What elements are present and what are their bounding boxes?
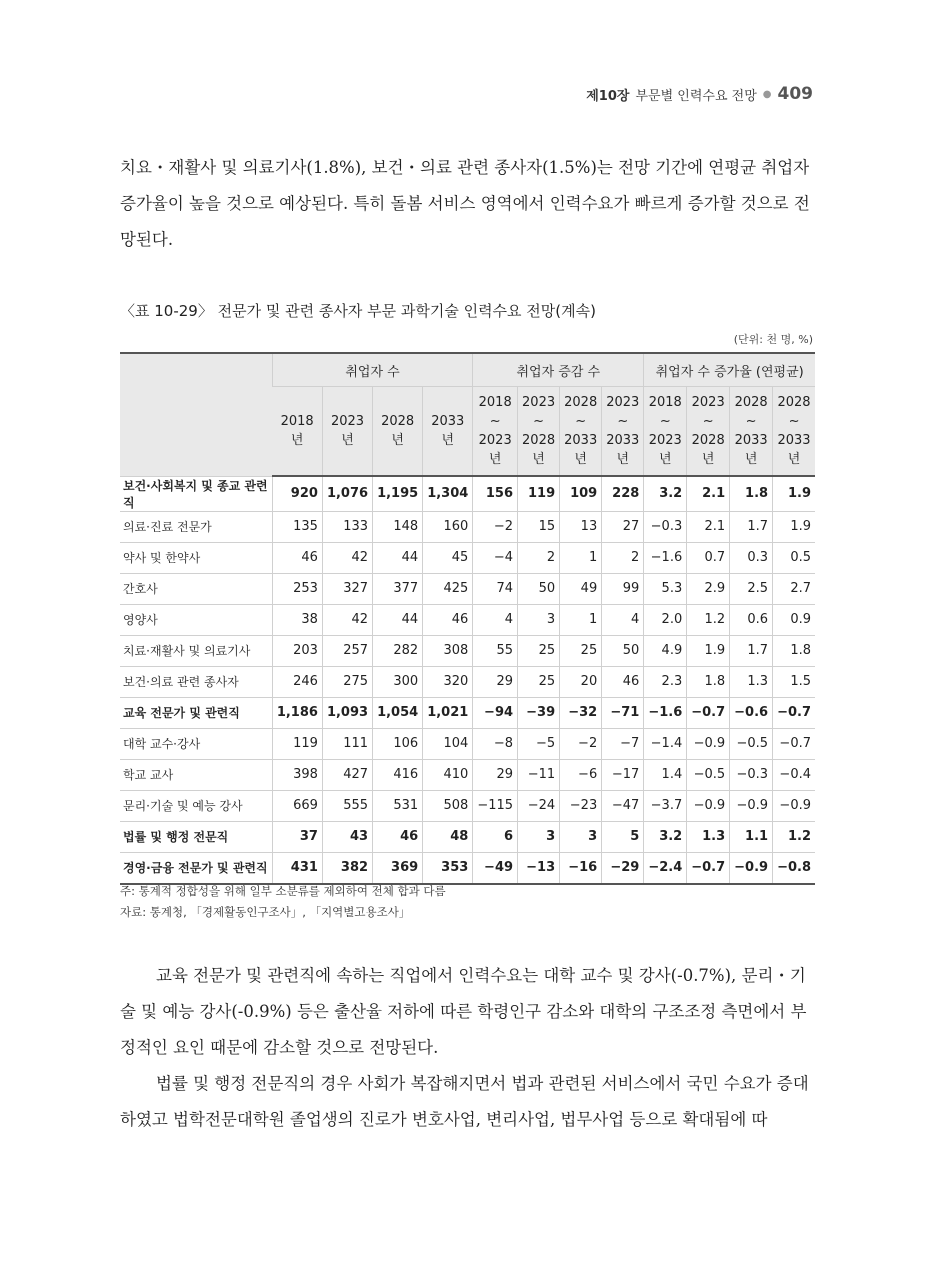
corner-header: [120, 353, 272, 476]
table-cell: 99: [602, 573, 644, 604]
table-cell: −0.5: [730, 728, 773, 759]
table-cell: 38: [272, 604, 322, 635]
column-header-line: 2033: [777, 433, 811, 448]
table-cell: 2.3: [644, 666, 687, 697]
table-row: [120, 728, 815, 759]
table-cell: −2: [560, 728, 602, 759]
column-header-line: 년: [532, 452, 545, 467]
table-cell: 42: [322, 604, 372, 635]
table-cell: −6: [560, 759, 602, 790]
column-header: [560, 387, 602, 477]
row-label: 약사 및 한약사: [120, 542, 272, 573]
workforce-table: [120, 352, 815, 885]
column-header-line: 2023: [691, 395, 725, 410]
table-cell: 15: [518, 511, 560, 542]
table-cell: 531: [373, 790, 423, 821]
table-cell: 156: [473, 476, 518, 511]
table-cell: 353: [423, 852, 473, 884]
row-label: 보건·의료 관련 종사자: [120, 666, 272, 697]
table-cell: −0.9: [730, 790, 773, 821]
table-cell: 0.5: [773, 542, 815, 573]
paragraph-text: 법률 및 행정 전문직의 경우 사회가 복잡해지면서 법과 관련된 서비스에서 국민 수요가 증대하였고 법학전문대학원 졸업생의 진로가 변호사업, 변리사업, 법무사업 등으로 확대됨에 따: [120, 1074, 809, 1129]
table-cell: 48: [423, 821, 473, 852]
column-header-line: 2033: [606, 433, 640, 448]
table-cell: 0.6: [730, 604, 773, 635]
table-cell: 203: [272, 635, 322, 666]
row-label: 교육 전문가 및 관련직: [120, 697, 272, 728]
chapter-title: 부문별 인력수요 전망: [635, 88, 757, 104]
table-cell: −0.8: [773, 852, 815, 884]
column-header-line: 2018: [648, 395, 682, 410]
table-cell: 4: [602, 604, 644, 635]
row-label: 법률 및 행정 전문직: [120, 821, 272, 852]
table-cell: 1,021: [423, 697, 473, 728]
table-cell: 27: [602, 511, 644, 542]
column-header: [602, 387, 644, 477]
table-cell: −8: [473, 728, 518, 759]
table-cell: 427: [322, 759, 372, 790]
table-cell: 1.9: [773, 476, 815, 511]
table-cell: 133: [322, 511, 372, 542]
table-cell: −0.6: [730, 697, 773, 728]
table-row: [120, 821, 815, 852]
table-cell: −2: [473, 511, 518, 542]
table-cell: 382: [322, 852, 372, 884]
table-cell: 0.9: [773, 604, 815, 635]
table-cell: 46: [602, 666, 644, 697]
table-cell: 1.3: [730, 666, 773, 697]
table-cell: 4.9: [644, 635, 687, 666]
table-cell: 3.2: [644, 476, 687, 511]
table-cell: 2.5: [730, 573, 773, 604]
table-row: [120, 476, 815, 511]
column-header-line: ~: [489, 414, 501, 429]
row-label: 간호사: [120, 573, 272, 604]
table-cell: −71: [602, 697, 644, 728]
table-row: [120, 604, 815, 635]
table-cell: −0.3: [644, 511, 687, 542]
column-header-line: 2028: [381, 414, 415, 429]
table-cell: 29: [473, 759, 518, 790]
table-cell: 257: [322, 635, 372, 666]
table-cell: −17: [602, 759, 644, 790]
table-cell: 3: [560, 821, 602, 852]
table-cell: −49: [473, 852, 518, 884]
table-cell: 0.3: [730, 542, 773, 573]
table-cell: 2.7: [773, 573, 815, 604]
table-cell: −0.7: [773, 728, 815, 759]
table-cell: −11: [518, 759, 560, 790]
column-header-line: 2023: [330, 414, 365, 429]
table-cell: −2.4: [644, 852, 687, 884]
table-row: [120, 635, 815, 666]
table-note: 주: 통계적 정합성을 위해 일부 소분류를 제외하여 전체 합과 다름: [120, 884, 446, 898]
column-header-line: 년: [744, 452, 758, 467]
table-cell: 1.4: [644, 759, 687, 790]
table-cell: 2.1: [687, 511, 730, 542]
table-cell: 1.5: [773, 666, 815, 697]
intro-text: 치요・재활사 및 의료기사(1.8%), 보건・의료 관련 종사자(1.5%)는 전망 기간에 연평균 취업자 증가율이 높을 것으로 예상된다. 특히 돌봄 서비스 영역에서 인력수요가 빠르게 증가할 것으로 전망된다.: [120, 158, 810, 249]
table-cell: 228: [602, 476, 644, 511]
table-cell: −3.7: [644, 790, 687, 821]
table-cell: 398: [272, 759, 322, 790]
table-cell: −0.7: [687, 852, 730, 884]
group-header-growth: 취업자 수 증가율 (연평균): [644, 353, 815, 387]
column-header-line: 2018: [478, 395, 512, 410]
table-cell: 1,076: [322, 476, 372, 511]
table-cell: 2.1: [687, 476, 730, 511]
table-row: [120, 697, 815, 728]
column-header: [518, 387, 560, 477]
row-label: 경영·금융 전문가 및 관련직: [120, 852, 272, 884]
table-cell: 2.0: [644, 604, 687, 635]
column-header-line: 년: [391, 433, 404, 448]
column-header-line: ~: [575, 414, 587, 429]
table-cell: −1.6: [644, 542, 687, 573]
table-cell: 1.9: [687, 635, 730, 666]
table-cell: 327: [322, 573, 372, 604]
table-cell: 1.8: [773, 635, 815, 666]
table-cell: 46: [373, 821, 423, 852]
table-source: 자료: 통계청, 「경제활동인구조사」, 「지역별고용조사」: [120, 905, 411, 919]
table-cell: 369: [373, 852, 423, 884]
table-cell: −0.3: [730, 759, 773, 790]
column-header-line: 2033: [564, 433, 598, 448]
table-cell: 5: [602, 821, 644, 852]
table-cell: −16: [560, 852, 602, 884]
column-header: [687, 387, 730, 477]
column-header-line: ~: [617, 414, 629, 429]
body-paragraph-2: [120, 1066, 814, 1138]
table-cell: 106: [373, 728, 423, 759]
table-cell: −94: [473, 697, 518, 728]
table-cell: 25: [518, 635, 560, 666]
table-cell: 37: [272, 821, 322, 852]
table-cell: 148: [373, 511, 423, 542]
table-cell: 2.9: [687, 573, 730, 604]
table-cell: 3: [518, 821, 560, 852]
table-cell: 1.7: [730, 635, 773, 666]
table-cell: 44: [373, 604, 423, 635]
table-cell: 44: [373, 542, 423, 573]
table-row: [120, 666, 815, 697]
column-header: [423, 387, 473, 477]
table-body: [120, 476, 815, 884]
column-header: [473, 387, 518, 477]
column-header-line: 2028: [777, 395, 811, 410]
table-cell: −0.4: [773, 759, 815, 790]
table-cell: 1,304: [423, 476, 473, 511]
row-label: 영양사: [120, 604, 272, 635]
table-cell: 282: [373, 635, 423, 666]
table-cell: 246: [272, 666, 322, 697]
column-header: [322, 387, 372, 477]
table-caption: 〈표 10-29〉 전문가 및 관련 종사자 부문 과학기술 인력수요 전망(계속): [120, 302, 596, 320]
table-cell: 49: [560, 573, 602, 604]
table-cell: 1,195: [373, 476, 423, 511]
column-header: [644, 387, 687, 477]
table-cell: 431: [272, 852, 322, 884]
table-cell: 1,054: [373, 697, 423, 728]
table-cell: 1,186: [272, 697, 322, 728]
table-cell: −0.9: [687, 790, 730, 821]
column-header: [272, 387, 322, 477]
table-cell: 1.1: [730, 821, 773, 852]
column-header-line: 년: [488, 452, 502, 467]
column-header-line: ~: [745, 414, 757, 429]
table-cell: −4: [473, 542, 518, 573]
table-cell: −24: [518, 790, 560, 821]
table-cell: 1.2: [773, 821, 815, 852]
column-header-line: 2028: [691, 433, 725, 448]
table-cell: −0.9: [730, 852, 773, 884]
table-cell: −32: [560, 697, 602, 728]
row-label: 학교 교사: [120, 759, 272, 790]
column-header-line: 2028: [734, 395, 768, 410]
table-cell: 669: [272, 790, 322, 821]
column-header-line: ~: [702, 414, 714, 429]
table-cell: 508: [423, 790, 473, 821]
row-label: 문리·기술 및 예능 강사: [120, 790, 272, 821]
table-cell: −5: [518, 728, 560, 759]
column-header-line: 2028: [522, 433, 556, 448]
table-cell: 1: [560, 604, 602, 635]
table-cell: 160: [423, 511, 473, 542]
column-header-line: 2023: [648, 433, 682, 448]
table-cell: −1.6: [644, 697, 687, 728]
table-cell: 55: [473, 635, 518, 666]
column-header-line: 2018: [280, 414, 314, 429]
column-header-line: 2033: [431, 414, 465, 429]
table-cell: 119: [518, 476, 560, 511]
row-label: 치료·재활사 및 의료기사: [120, 635, 272, 666]
bullet-dot-icon: ●: [762, 88, 772, 100]
table-cell: 377: [373, 573, 423, 604]
body-paragraph-1: [120, 958, 814, 1066]
table-cell: 425: [423, 573, 473, 604]
table-cell: −29: [602, 852, 644, 884]
table-cell: −7: [602, 728, 644, 759]
table-cell: −23: [560, 790, 602, 821]
table-cell: 2: [518, 542, 560, 573]
row-label: 의료·진료 전문가: [120, 511, 272, 542]
table-unit: (단위: 천 명, %): [733, 333, 813, 346]
chapter-label: 제10장: [586, 88, 630, 104]
intro-paragraph: [120, 150, 814, 258]
group-header-change: 취업자 증감 수: [473, 353, 644, 387]
table-cell: −47: [602, 790, 644, 821]
table-row: [120, 790, 815, 821]
row-label: 보건·사회복지 및 종교 관련직: [120, 476, 272, 511]
table-cell: 253: [272, 573, 322, 604]
table-cell: 5.3: [644, 573, 687, 604]
table-cell: 3.2: [644, 821, 687, 852]
table-cell: 109: [560, 476, 602, 511]
table-cell: 320: [423, 666, 473, 697]
column-header-line: 년: [574, 452, 587, 467]
table-cell: 1,093: [322, 697, 372, 728]
table-cell: −115: [473, 790, 518, 821]
table-row: [120, 542, 815, 573]
table-cell: 119: [272, 728, 322, 759]
table-cell: 20: [560, 666, 602, 697]
table-cell: 111: [322, 728, 372, 759]
table-cell: 1.7: [730, 511, 773, 542]
table-cell: 1.8: [687, 666, 730, 697]
column-header-line: 2023: [478, 433, 512, 448]
table-cell: 6: [473, 821, 518, 852]
column-header-line: 년: [701, 452, 715, 467]
table-cell: 1.8: [730, 476, 773, 511]
table-cell: 0.7: [687, 542, 730, 573]
column-header-line: 2023: [606, 395, 640, 410]
column-header-line: 2033: [734, 433, 768, 448]
table-cell: 104: [423, 728, 473, 759]
table-cell: −0.7: [773, 697, 815, 728]
table-row: [120, 759, 815, 790]
table-cell: 416: [373, 759, 423, 790]
table-notes: [120, 881, 446, 923]
column-header-line: 년: [290, 433, 304, 448]
table-cell: 3: [518, 604, 560, 635]
column-header-line: 년: [616, 452, 630, 467]
column-header-line: 2028: [564, 395, 598, 410]
running-header: [586, 84, 813, 104]
table-cell: 46: [423, 604, 473, 635]
column-header-line: ~: [788, 414, 800, 429]
table-cell: 25: [560, 635, 602, 666]
table-cell: 1.3: [687, 821, 730, 852]
table-cell: 74: [473, 573, 518, 604]
column-header-line: 년: [341, 433, 354, 448]
table-cell: 29: [473, 666, 518, 697]
column-header-line: 년: [658, 452, 672, 467]
table-cell: 25: [518, 666, 560, 697]
table-cell: 2: [602, 542, 644, 573]
table-cell: −0.9: [773, 790, 815, 821]
table-cell: 45: [423, 542, 473, 573]
table-cell: 50: [602, 635, 644, 666]
table-cell: 300: [373, 666, 423, 697]
table-cell: 920: [272, 476, 322, 511]
table-row: [120, 852, 815, 884]
group-header-employed: 취업자 수: [272, 353, 473, 387]
table-cell: −0.7: [687, 697, 730, 728]
column-header-line: 2023: [522, 395, 556, 410]
column-header-line: ~: [659, 414, 671, 429]
table-cell: 555: [322, 790, 372, 821]
table-cell: 308: [423, 635, 473, 666]
table-cell: −0.9: [687, 728, 730, 759]
table-cell: 275: [322, 666, 372, 697]
table-row: [120, 573, 815, 604]
table-cell: 13: [560, 511, 602, 542]
column-header: [730, 387, 773, 477]
table-cell: 42: [322, 542, 372, 573]
column-header-line: 년: [787, 452, 801, 467]
paragraph-text: 교육 전문가 및 관련직에 속하는 직업에서 인력수요는 대학 교수 및 강사(-0.7%), 문리・기술 및 예능 강사(-0.9%) 등은 출산율 저하에 따른 학령인구 감소와 대학의 구조조정 측면에서 부정적인 요인 때문에 감소할 것으로 전망된다.: [120, 966, 807, 1057]
table-cell: 4: [473, 604, 518, 635]
column-header: [373, 387, 423, 477]
table-cell: 135: [272, 511, 322, 542]
table-cell: −39: [518, 697, 560, 728]
table-cell: 50: [518, 573, 560, 604]
table-cell: 1.2: [687, 604, 730, 635]
column-header: [773, 387, 815, 477]
table-cell: −1.4: [644, 728, 687, 759]
table-cell: −13: [518, 852, 560, 884]
table-cell: 410: [423, 759, 473, 790]
table-row: [120, 511, 815, 542]
table-cell: 1: [560, 542, 602, 573]
row-label: 대학 교수·강사: [120, 728, 272, 759]
table-cell: 1.9: [773, 511, 815, 542]
table-cell: 43: [322, 821, 372, 852]
page-number: 409: [777, 84, 813, 104]
column-header-line: ~: [533, 414, 545, 429]
column-header-line: 년: [441, 433, 455, 448]
table-cell: −0.5: [687, 759, 730, 790]
table-cell: 46: [272, 542, 322, 573]
